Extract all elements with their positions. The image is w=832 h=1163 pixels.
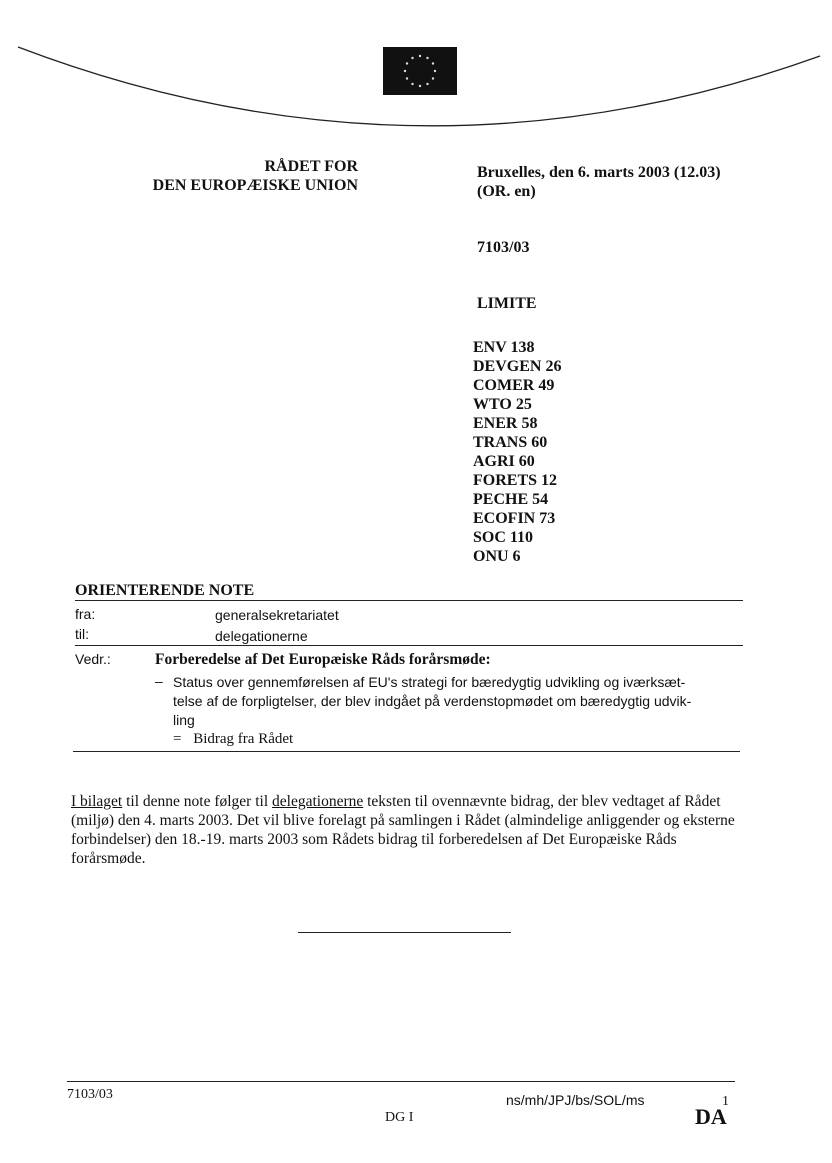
footer-rule [67,1081,735,1082]
star-dot [426,57,428,59]
to-label: til: [75,626,89,642]
org-line-2: DEN EUROPÆISKE UNION [152,177,358,194]
footer-dg: DG I [385,1110,414,1125]
star-dot [419,55,421,57]
footer-initials: ns/mh/JPJ/bs/SOL/ms [506,1092,645,1108]
code-item: ENER 58 [473,415,538,432]
star-dot [432,62,434,64]
code-list [473,338,561,566]
divider [75,600,743,601]
code-item: SOC 110 [473,529,534,546]
star-dot [404,70,406,72]
subject-item [173,673,748,730]
code-item: FORETS 12 [473,472,558,489]
original-language: (OR. en) [477,183,536,200]
subject-sub-text: Bidrag fra Rådet [193,731,294,747]
to-value: delegationerne [215,628,308,644]
language-code: DA [695,1104,727,1129]
code-item: PECHE 54 [473,491,549,508]
date-line: Bruxelles, den 6. marts 2003 (12.03) [477,164,721,181]
end-rule [298,932,511,933]
code-item: ONU 6 [473,548,521,565]
code-item: AGRI 60 [473,453,535,470]
divider [73,751,740,752]
subject-dash: – [155,673,163,689]
star-dot [434,70,436,72]
star-dot [411,57,413,59]
star-dot [426,83,428,85]
annex-link: I bilaget [71,793,123,810]
body-paragraph [71,792,751,868]
subject-item-line: Status over gennemførelsen af EU's strategi for bæredygtig udvikling og iværksæt- [173,674,686,690]
body-text: teksten til ovennævnte bidrag, der blev vedtaget af Rådet (miljø) den 4. marts 2003. Det vil blive forelagt på samlingen i Rådet (almindelige anliggender og eksterne forbindelser) den 18.-19. marts 2003 som Rådets bidrag til forberedelsen af Det Europæiske Råds forårsmøde. [71,793,735,867]
body-text: til denne note følger til [122,793,273,810]
star-dot [411,83,413,85]
code-item: DEVGEN 26 [473,358,562,375]
subject-sub [173,731,293,748]
star-dot [406,62,408,64]
org-line-1: RÅDET FOR [264,158,358,175]
eu-flag-logo [383,47,457,95]
eu-stars-icon [383,47,457,95]
star-dot [406,77,408,79]
star-dot [419,85,421,87]
subject-title: Forberedelse af Det Europæiske Råds forårsmøde: [155,651,491,668]
divider [75,645,743,646]
note-title: ORIENTERENDE NOTE [75,582,255,599]
doc-number: 7103/03 [477,239,530,256]
code-item: ENV 138 [473,339,535,356]
star-dot [432,77,434,79]
page-number: 1 [722,1094,729,1109]
from-label: fra: [75,606,96,622]
subject-label: Vedr.: [75,651,111,667]
subject-item-line: telse af de forpligtelser, der blev indgået på verdenstopmødet om bæredygtig udvik- [173,693,692,709]
code-item: ECOFIN 73 [473,510,556,527]
subject-item-line: ling [173,712,195,728]
from-value: generalsekretariatet [215,607,339,623]
code-item: TRANS 60 [473,434,548,451]
code-item: COMER 49 [473,377,555,394]
code-item: WTO 25 [473,396,532,413]
organisation-name [0,157,358,195]
classification: LIMITE [477,295,537,312]
equals-marker: = [173,731,182,747]
delegations-link: delegationerne [272,793,364,810]
footer-doc-number: 7103/03 [67,1087,113,1102]
